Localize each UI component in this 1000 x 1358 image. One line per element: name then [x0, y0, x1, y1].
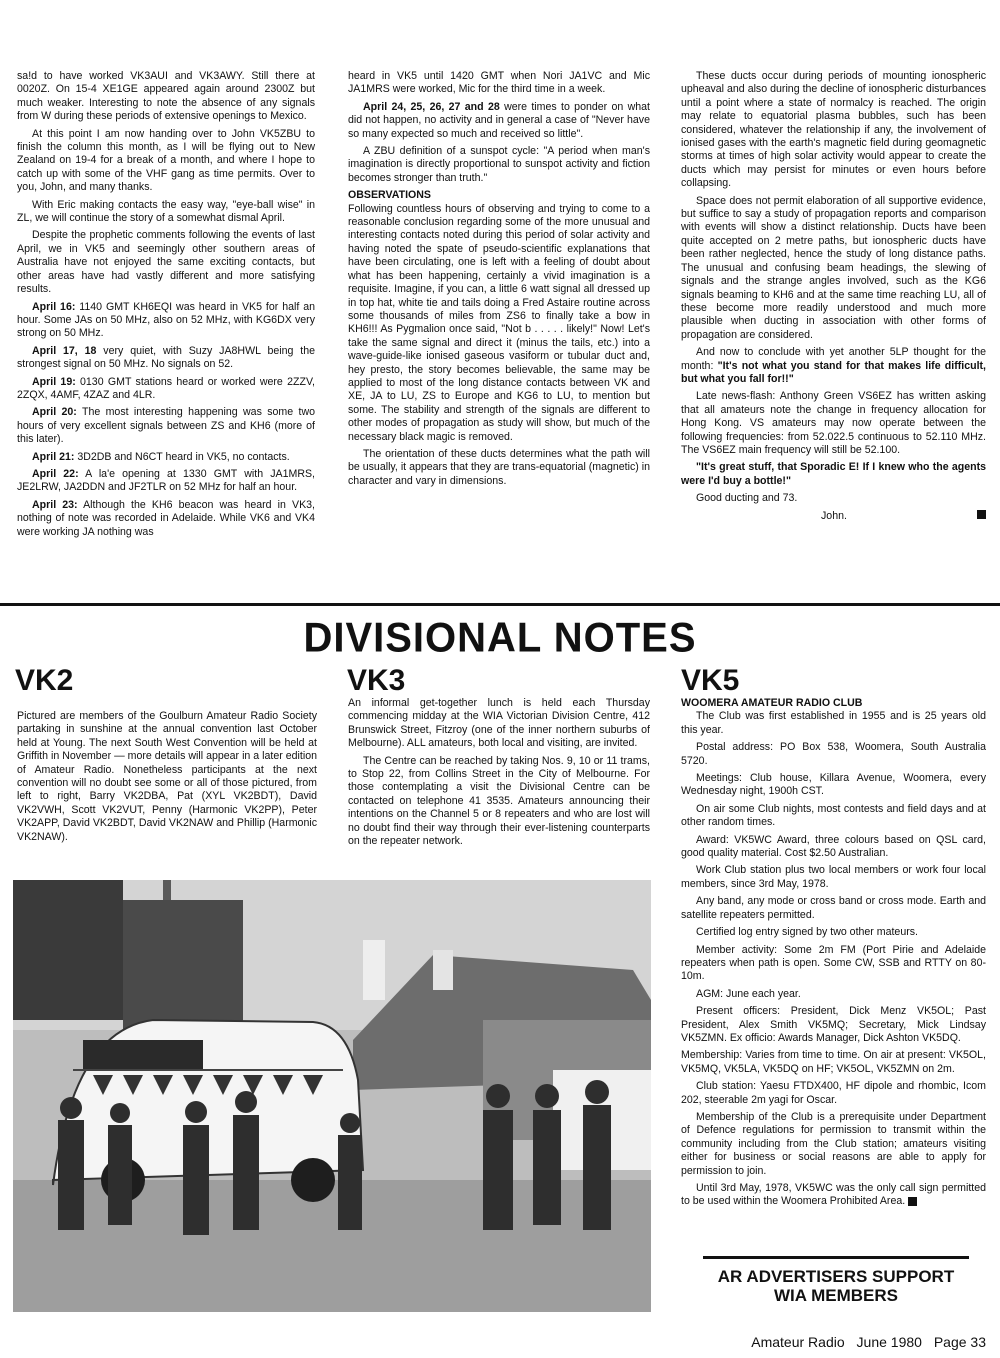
paragraph: Certified log entry signed by two other mateurs.: [696, 926, 918, 939]
vk5-heading: VK5: [681, 664, 740, 697]
signoff: Good ducting and 73.: [696, 492, 798, 505]
paragraph: The Club was first established in 1955 and is 25 years old this year.: [681, 710, 986, 736]
log-date: April 21:: [32, 450, 75, 463]
paragraph: The orientation of these ducts determines what the path will be usually, it appears that they are trans-equatorial (magnetic) in character and vary in dimensions.: [348, 447, 650, 487]
log-entry: [17, 499, 315, 539]
paragraph: Club station: Yaesu FTDX400, HF dipole and rhombic, Icom 202, steerable 2m yagi for Oscar.: [681, 1080, 986, 1106]
paragraph: Meetings: Club house, Killara Avenue, Woomera, every Wednesday night, 1900h CST.: [681, 772, 986, 798]
paragraph: AGM: June each year.: [696, 987, 801, 1000]
page-number: Page 33: [933, 1334, 986, 1350]
log-date: April 22:: [32, 467, 79, 480]
log-entry: [17, 301, 315, 341]
vk3-notes: [348, 697, 650, 852]
paragraph: [681, 346, 986, 386]
paragraph: sa!d to have worked VK3AUI and VK3AWY. Still there at 0020Z. On 15-4 XE1GE appeared again around 2300Z but much weaker. Interesting to note the absence of any signals from W during these periods of extensive openings to Mexico.: [17, 70, 315, 123]
log-text: The most interesting happening was some two hours of very excellent signals between ZS and KH6 (more of this later).: [17, 406, 315, 446]
end-mark-icon: [908, 1197, 917, 1206]
log-text: very quiet, with Suzy JA8HWL being the strongest signal on 50 MHz. No signals on 52.: [17, 344, 315, 371]
author-name: John.: [821, 509, 847, 522]
log-entry: [17, 406, 315, 446]
page-footer: [714, 1334, 986, 1350]
vk2-heading: VK2: [15, 664, 74, 697]
club-name: WOOMERA AMATEUR RADIO CLUB: [681, 697, 863, 709]
advert-banner: [703, 1256, 969, 1317]
paragraph: Following countless hours of observing and trying to come to a reasonable conclusion regarding some of the more unusual and interesting contacts noted during this period of solar activity and having noted the spate of pseudo-scientific explanations that have been circulating, one is left with a feeling of doubt about what has been happening, certainly a vivid imagination is a requisite. Imagine, if you can, a little 6 watt signal all dressed up in top hat, white tie and tails doing a Fred Astaire routine across some thousands of miles from ZS6 to finally take a bow in KH6!!! As Pygmalion once said, "Not b . . . . . likely!" Now! Let's take the same signal and direct it (minus the tails, etc.) into a wave-guide-like ionised gaseous vasiform or tubular duct and, hey presto, the story becomes believable, the same may be applied to most of the long distance contacts between VK and XE, JA to LU, ZS to Europe and KG6 to LU, to mention but some. The stability and strength of the signals are different to other modes of propagation as study will show, but much of the necessary black magic is removed.: [348, 202, 650, 443]
log-date: April 24, 25, 26, 27 and 28: [363, 100, 500, 113]
paragraph: Present officers: President, Dick Menz VK5OL; Past President, Alex Smith VK5MQ; Secretary, Mick Lindsay VK5ZMN. Ex officio: Awards Manager, Dick Ashton VK5DQ.: [681, 1005, 986, 1044]
photo-illustration: [13, 880, 651, 1312]
paragraph: heard in VK5 until 1420 GMT when Nori JA1VC and Mic JA1MRS were worked, Mic for the third time in a week.: [348, 70, 650, 96]
advert-line: AR ADVERTISERS SUPPORT: [717, 1267, 955, 1286]
paragraph: Award: VK5WC Award, three colours based on QSL card, good quality material. Cost $2.50 Australian.: [681, 833, 986, 860]
paragraph: An informal get-together lunch is held each Thursday commencing midday at the WIA Victorian Division Centre, 412 Brunswick Street, Fitzroy (one of the inner northern suburbs of Melbourne). ALL amateurs, both local and visiting, are invited.: [348, 697, 650, 750]
log-text: 3D2DB and N6CT heard in VK5, no contacts.: [74, 450, 290, 463]
signature-line: [681, 510, 986, 523]
log-text: 1140 GMT KH6EQI was heard in VK5 for half an hour. Some JAs on 50 MHz, also on 52 MHz, with KG6DX very strong on 50 MHz.: [17, 300, 315, 340]
advert-line: WIA MEMBERS: [773, 1286, 899, 1305]
section-heading: OBSERVATIONS: [348, 189, 431, 202]
vk5-notes: [681, 697, 986, 1213]
end-mark-icon: [977, 510, 986, 519]
publication-name: Amateur Radio: [751, 1334, 845, 1350]
paragraph: On air some Club nights, most contests and field days and at other random times.: [681, 802, 986, 829]
paragraph: Despite the prophetic comments following the events of last April, we in VK5 and seemingly other southern areas of Australia have not enjoyed the same exciting contacts, but other areas have had vastly different and more satisfying results.: [17, 229, 315, 296]
quote: "It's not what you stand for that makes life difficult, but what you fall for!!": [681, 359, 986, 385]
paragraph: Work Club station plus two local members or work four local members, since 3rd May, 1978.: [681, 864, 986, 890]
paragraph: Any band, any mode or cross band or cross mode. Earth and satellite repeaters permitted.: [681, 895, 986, 921]
column-2: [348, 70, 650, 492]
paragraph: Late news-flash: Anthony Green VS6EZ has written asking that all amateurs note the change in frequency allocation for Hong Kong. VS amateurs may now operate between the following frequencies: from 52.022.5 continuous to 52.110 MHz. The VS6EZ main frequency will still be 52.100.: [681, 390, 986, 456]
log-date: April 19:: [32, 375, 76, 388]
section-rule: [0, 603, 1000, 606]
paragraph-text: And now to conclude with yet another 5LP thought for the month:: [681, 346, 986, 372]
paragraph: At this point I am now handing over to John VK5ZBU to finish the column this month, as I will be flying out to New Zealand on 19-4 for a break of a month, and where I hope to catch up with some of the VHF gang as time permits. Over to you, John, and many thanks.: [17, 127, 315, 194]
vk2-notes: [17, 710, 317, 848]
paragraph: The Centre can be reached by taking Nos. 9, 10 or 11 trams, to Stop 22, from Collins Street in the City of Melbourne. For those contemplating a visit the Divisional Centre can be contacted on telephone 41 3535. Amateurs announcing their intentions on the Channel 5 or 8 repeaters and who are lost will no doubt find their way through their ever-listening counterparts on the repeater network.: [348, 754, 650, 848]
paragraph: Membership of the Club is a prerequisite under Department of Defence regulations for permission to transmit within the community including from the Club station; amateurs visiting either for business or social reasons are able to apply for permission to join.: [681, 1110, 986, 1177]
quote-text: "It's great stuff, that Sporadic E! If I knew who the agents were I'd buy a bottle!": [681, 461, 986, 487]
vk3-heading: VK3: [347, 664, 406, 697]
column-3: [681, 70, 986, 527]
log-date: April 23:: [32, 498, 78, 511]
group-photo: [13, 880, 651, 1312]
section-title: DIVISIONAL NOTES: [303, 614, 697, 662]
log-date: April 17, 18: [32, 344, 97, 357]
log-entry: [17, 468, 315, 495]
log-entry: [17, 451, 315, 464]
paragraph: A ZBU definition of a sunspot cycle: "A period when man's imagination is directly proportional to sunspot activity and fiction becomes stronger than truth.": [348, 145, 650, 184]
paragraph: Pictured are members of the Goulburn Amateur Radio Society partaking in sunshine at the annual convention last October held at Young. The next South West Convention will be held at Griffith in November — more details will appear in a later edition of Amateur Radio. Nonetheless participants at the next convention will no doubt see some or all of those pictured, from left to right, Barry VK2DBA, Pat (XYL VK2BDT), David VK2VWH, Scott VK2VUT, Penny (Harmonic VK2PP), Peter VK2APP, David VK2BDT, David VK2NAW and Phillip (Harmonic VK2NAW).: [17, 710, 317, 843]
log-text: 0130 GMT stations heard or worked were 2ZZV, 2ZQX, 4AMF, 4ZAZ and 4LR.: [17, 375, 315, 401]
log-entry: [17, 376, 315, 403]
column-1: [17, 70, 315, 543]
paragraph: Membership: Varies from time to time. On air at present: VK5OL, VK5MQ, VK5LA, VK5DQ on HF; VK5OL, VK5ZMN on 2m.: [681, 1049, 986, 1075]
log-date: April 20:: [32, 406, 77, 419]
log-text: A la'e opening at 1330 GMT with JA1MRS, JE2LRW, JA2DDN and JF2TLR on 52 MHz for half an hour.: [17, 467, 315, 494]
paragraph-text: were times to ponder on what did not happen, no activity and in general a case of "Never have so many expected so much and received so little".: [348, 100, 650, 140]
log-text: Although the KH6 beacon was heard in VK3, nothing of note was recorded in Adelaide. While VK6 and VK4 were working JA nothing was: [17, 498, 315, 538]
paragraph: [348, 101, 650, 141]
paragraph: These ducts occur during periods of mounting ionospheric upheaval and also during the decline of ionospheric disturbances until a point where a state of normalcy is reached. The origin may relate to equatorial plasma bubbles, such has been considered, whatever the relationship if any, the involvement of ionised gases with the earth's magnetic field during geomagnetic storms at times of high solar activity would appear to create the ducts which may persist for minutes or even hours before collapsing.: [681, 70, 986, 190]
log-date: April 16:: [32, 300, 76, 313]
quote: [681, 461, 986, 488]
log-entry: [17, 345, 315, 372]
paragraph: Space does not permit elaboration of all supportive evidence, but suffice to say a study of propagation reports and comparison with events will show a distinct relationship. Ducts have been quite accepted on 2 metre paths, but ionospheric ducts have been rather neglected, hence the study of long distance paths. The unusual and confusing beam headings, the slewing of signals and the strange angles involved, such as the KG6 signals beaming to KH6 and at the same time reaching LU, all of these become more readily understood and much more plausible when ducting in association with other forms of propagation are considered.: [681, 194, 986, 341]
paragraph: Member activity: Some 2m FM (Port Pirie and Adelaide repeaters when path is open. Some CW, SSB and RTTY on 80-10m.: [681, 943, 986, 983]
paragraph: [681, 1182, 986, 1209]
paragraph: Postal address: PO Box 538, Woomera, South Australia 5720.: [681, 741, 986, 767]
issue-date: June 1980: [856, 1334, 922, 1350]
paragraph: With Eric making contacts the easy way, "eye-ball wise" in ZL, we will continue the story of a somewhat dismal April.: [17, 198, 315, 225]
paragraph-text: Until 3rd May, 1978, VK5WC was the only call sign permitted to be used within the Woomera Prohibited Area.: [681, 1182, 986, 1208]
